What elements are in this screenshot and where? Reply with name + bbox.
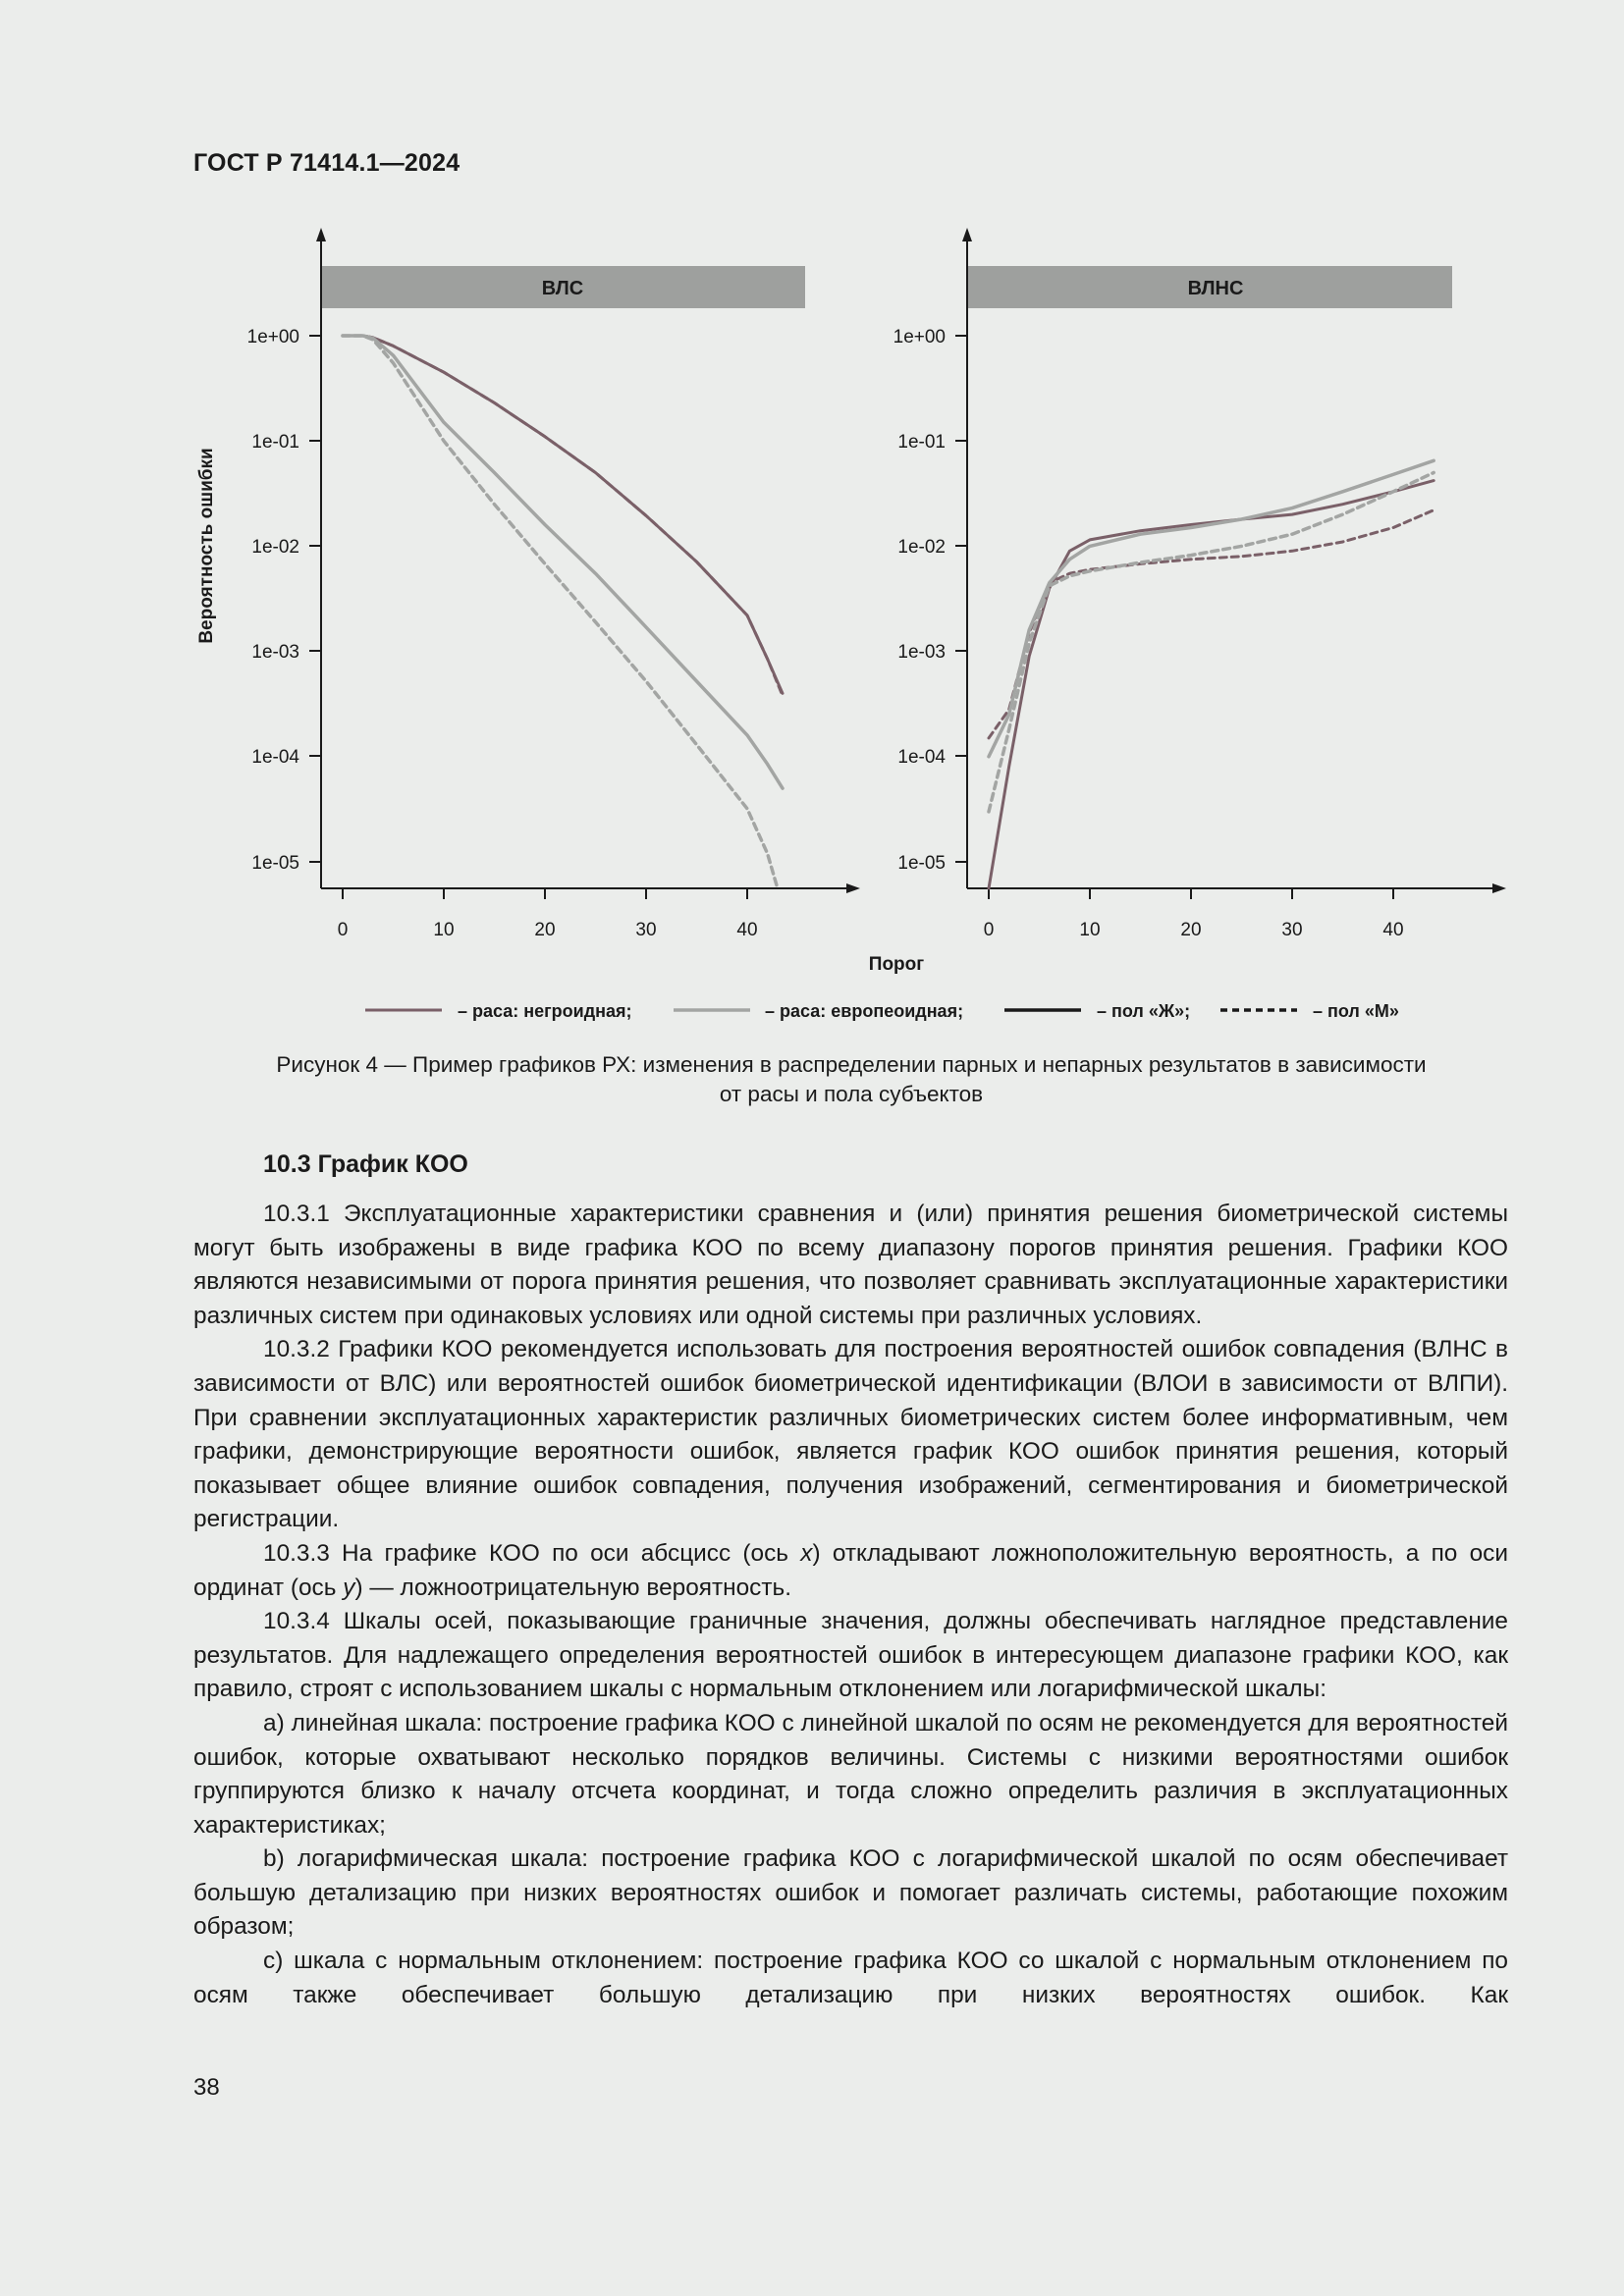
- panel-title-vlns: ВЛНС: [1187, 278, 1244, 299]
- legend-label-european: – раса: европеоидная;: [765, 1001, 964, 1021]
- series-line-negroid-f: [989, 481, 1434, 888]
- x-tick-label: 20: [1180, 920, 1202, 940]
- right-x-ticks: [984, 888, 1404, 940]
- list-item: b) логарифмическая шкала: построение графика КОО с логарифмической шкалой по осям обеспечивает большую детализацию при низких вероятностях ошибок и помогает различать системы, работающие похожим образом;: [193, 1845, 1508, 1941]
- list-item: a) линейная шкала: построение графика КОО с линейной шкалой по осям не рекомендуется для вероятностей ошибок, которые охватывают несколько порядков величины. Системы с низкими вероятностями ошибок группируются близко к началу отсчета координат, и тогда сложно определить различия в эксплуатационных характеристиках;: [193, 1709, 1508, 1839]
- figure-caption-line: Рисунок 4 — Пример графиков РХ: изменения в распределении парных и непарных результатов в зависимости: [276, 1052, 1427, 1077]
- y-tick-label: 1e+00: [893, 327, 946, 347]
- left-x-ticks: [338, 888, 758, 940]
- y-tick-label: 1e-04: [897, 747, 946, 768]
- x-tick-label: 0: [983, 920, 995, 940]
- y-tick-label: 1e-02: [897, 537, 946, 558]
- x-tick-label: 30: [1281, 920, 1303, 940]
- series-line-european-f: [989, 460, 1434, 757]
- section-body: [193, 1198, 1508, 2012]
- x-tick-label: 10: [433, 920, 455, 940]
- series-line-european-m: [343, 336, 778, 888]
- variable-x: x: [800, 1539, 813, 1567]
- left-plot-area: [343, 336, 783, 888]
- y-axis-label: Вероятность ошибки: [196, 448, 217, 644]
- legend-label-sex-f: – пол «Ж»;: [1097, 1001, 1191, 1021]
- x-tick-label: 40: [736, 920, 758, 940]
- x-axis-label: Порог: [868, 954, 925, 975]
- left-y-ticks: [247, 327, 321, 874]
- series-line-negroid-m: [989, 510, 1434, 738]
- paragraph: [193, 1537, 1508, 1605]
- series-line-negroid-f: [343, 336, 783, 693]
- x-tick-label: 0: [337, 920, 349, 940]
- paragraph: 10.3.4 Шкалы осей, показывающие граничные значения, должны обеспечивать наглядное представление результатов. Для надлежащего определения вероятностей ошибок в интересующем диапазоне графики КОО, как правило, строят с использованием шкалы с нормальным отклонением или логарифмической шкалы:: [193, 1608, 1508, 1703]
- paragraph-text: 10.3.3 На графике КОО по оси абсцисс (ось: [263, 1539, 801, 1567]
- y-tick-label: 1e-02: [251, 537, 299, 558]
- y-tick-label: 1e-05: [251, 853, 299, 874]
- legend: [365, 1001, 1399, 1021]
- figure-4-charts: [0, 0, 1624, 1041]
- document-header: ГОСТ Р 71414.1—2024: [193, 149, 460, 177]
- figure-caption-line: от расы и пола субъектов: [719, 1082, 984, 1106]
- variable-y: y: [343, 1574, 355, 1601]
- x-tick-label: 10: [1079, 920, 1101, 940]
- paragraph-text: ) откладывают ложноположительную вероятность, а по оси ординат (ось: [193, 1539, 1508, 1601]
- x-tick-label: 40: [1382, 920, 1404, 940]
- y-tick-label: 1e+00: [246, 327, 299, 347]
- right-y-ticks: [893, 327, 967, 874]
- right-panel-axes: [962, 228, 1506, 893]
- page-number: 38: [193, 2074, 220, 2101]
- y-tick-label: 1e-05: [897, 853, 946, 874]
- paragraph: 10.3.1 Эксплуатационные характеристики сравнения и (или) принятия решения биометрической системы могут быть изображены в виде графика КОО по всему диапазону порогов принятия решения. Графики КОО являются независимыми от порога принятия решения, что позволяет сравнивать эксплуатационные характеристики различных систем при одинаковых условиях или одной системы при различных условиях.: [193, 1201, 1508, 1329]
- x-tick-label: 20: [534, 920, 556, 940]
- y-tick-label: 1e-04: [251, 747, 299, 768]
- y-tick-label: 1e-03: [897, 642, 946, 663]
- y-tick-label: 1e-03: [251, 642, 299, 663]
- series-line-negroid-m: [343, 336, 783, 696]
- panel-title-vls: ВЛС: [541, 278, 584, 299]
- paragraph: 10.3.2 Графики КОО рекомендуется использовать для построения вероятностей ошибок совпадения (ВЛНС в зависимости от ВЛС) или вероятностей ошибок биометрической идентификации (ВЛОИ в зависимости от ВЛПИ). При сравнении эксплуатационных характеристик различных биометрических систем более информативным, чем графики, демонстрирующие вероятности ошибок, является график КОО ошибок принятия решения, который показывает общее влияние ошибок совпадения, получения изображений, сегментирования и биометрической регистрации.: [193, 1336, 1508, 1533]
- figure-caption: [193, 1050, 1509, 1109]
- list-item: c) шкала с нормальным отклонением: построение графика КОО со шкалой с нормальным отклонением по осям также обеспечивает большую детализацию при низких вероятностях ошибок. Как: [193, 1948, 1508, 2008]
- section-title: 10.3 График КОО: [263, 1150, 468, 1178]
- legend-label-negroid: – раса: негроидная;: [458, 1001, 632, 1021]
- right-plot-area: [989, 460, 1434, 888]
- legend-label-sex-m: – пол «М»: [1313, 1001, 1399, 1021]
- y-tick-label: 1e-01: [897, 432, 946, 453]
- y-tick-label: 1e-01: [251, 432, 299, 453]
- series-line-european-f: [343, 336, 783, 788]
- left-panel-axes: [316, 228, 860, 893]
- paragraph-text: ) — ложноотрицательную вероятность.: [354, 1574, 792, 1601]
- x-tick-label: 30: [635, 920, 657, 940]
